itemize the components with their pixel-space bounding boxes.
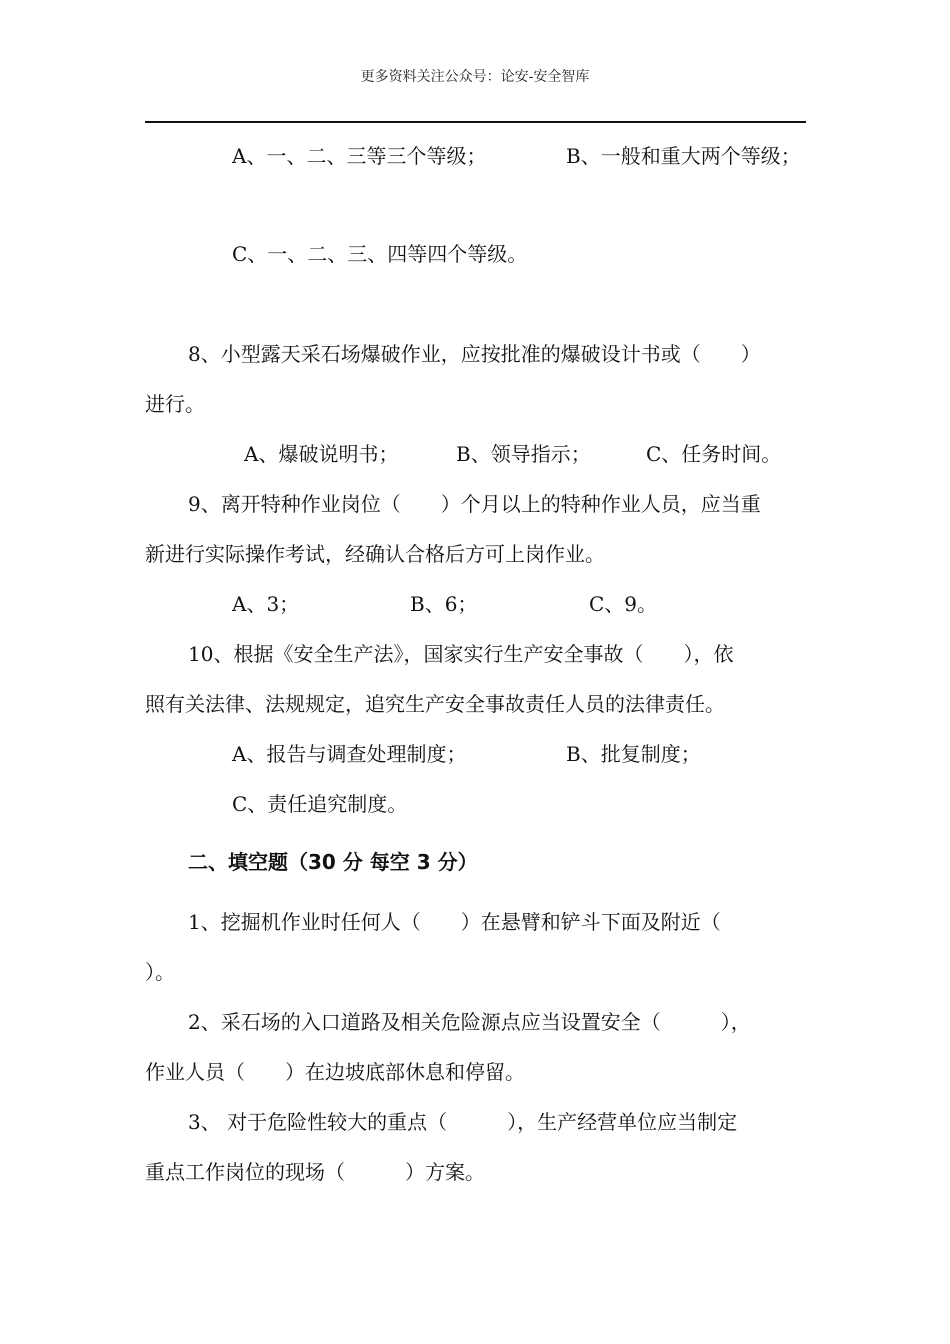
fill2-text-line1: 2、采石场的入口道路及相关危险源点应当设置安全（ ），	[188, 1010, 751, 1034]
q10-option-a: A、报告与调查处理制度；	[232, 742, 467, 766]
q10-option-b: B、批复制度；	[566, 742, 701, 766]
q9-option-a: A、3；	[232, 592, 300, 616]
header-divider	[145, 121, 806, 123]
q9-text-line1: 9、离开特种作业岗位（ ）个月以上的特种作业人员，应当重	[188, 492, 761, 516]
fill3-text-line2: 重点工作岗位的现场（ ）方案。	[145, 1160, 485, 1184]
q8-text-line2: 进行。	[145, 392, 205, 416]
q9-option-c: C、9。	[589, 592, 658, 616]
q10-option-c: C、责任追究制度。	[232, 792, 408, 816]
q10-text-line1: 10、根据《安全生产法》，国家实行生产安全事故（ ），依	[188, 642, 734, 666]
fill3-text-line1: 3、 对于危险性较大的重点（ ），生产经营单位应当制定	[188, 1110, 738, 1134]
q7-option-b: B、一般和重大两个等级；	[566, 144, 801, 168]
q8-option-c: C、任务时间。	[646, 442, 782, 466]
q7-option-c: C、一、二、三、四等四个等级。	[232, 242, 528, 266]
page-header: 更多资料关注公众号：论安-安全智库	[360, 69, 590, 85]
fill1-text-line2: ）。	[145, 960, 175, 984]
q8-option-b: B、领导指示；	[456, 442, 591, 466]
q9-option-b: B、6；	[410, 592, 478, 616]
fill2-text-line2: 作业人员（ ）在边坡底部休息和停留。	[145, 1060, 525, 1084]
q10-text-line2: 照有关法律、法规规定，追究生产安全事故责任人员的法律责任。	[145, 692, 725, 716]
section-title: 二、填空题（30 分 每空 3 分）	[188, 850, 478, 874]
fill1-text-line1: 1、挖掘机作业时任何人（ ）在悬臂和铲斗下面及附近（	[188, 910, 721, 934]
q8-option-a: A、爆破说明书；	[244, 442, 399, 466]
q9-text-line2: 新进行实际操作考试，经确认合格后方可上岗作业。	[145, 542, 605, 566]
q7-option-a: A、一、二、三等三个等级；	[232, 144, 487, 168]
q8-text-line1: 8、小型露天采石场爆破作业，应按批准的爆破设计书或（ ）	[188, 342, 761, 366]
